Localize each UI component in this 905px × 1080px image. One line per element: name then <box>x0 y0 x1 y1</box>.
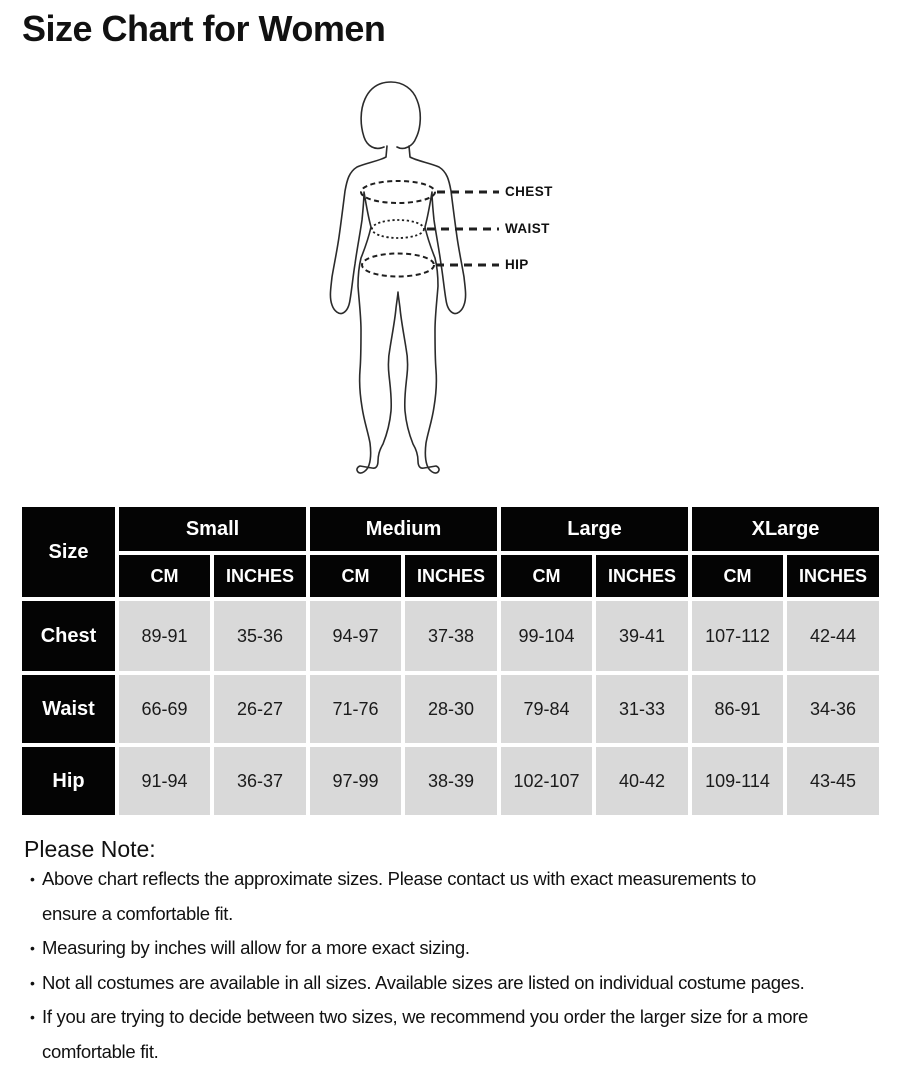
measurement-cell: 28-30 <box>405 675 497 743</box>
unit-header-large-inches: INCHES <box>596 555 688 597</box>
measurement-cell: 36-37 <box>214 747 306 815</box>
waist-measure-ellipse <box>372 220 424 238</box>
measurement-cell: 91-94 <box>119 747 210 815</box>
chest-measure-ellipse <box>361 181 435 203</box>
hip-label: HIP <box>505 257 529 272</box>
unit-header-xlarge-cm: CM <box>692 555 783 597</box>
bullet-icon: • <box>30 1009 35 1025</box>
measurement-cell: 102-107 <box>501 747 592 815</box>
note-text: Above chart reflects the approximate sizes. Please contact us with exact measurements to <box>42 868 756 889</box>
note-text: Not all costumes are available in all sizes. Available sizes are listed on individual costume pages. <box>42 971 805 993</box>
size-header-small: Small <box>119 507 306 551</box>
measurement-cell: 39-41 <box>596 601 688 671</box>
unit-header-xlarge-inches: INCHES <box>787 555 879 597</box>
figure-body-outline <box>330 146 465 473</box>
note-text: If you are trying to decide between two sizes, we recommend you order the larger size for a more <box>42 1006 809 1027</box>
measurement-cell: 97-99 <box>310 747 401 815</box>
unit-header-small-inches: INCHES <box>214 555 306 597</box>
table-row <box>22 601 879 671</box>
row-header-hip: Hip <box>22 747 115 815</box>
unit-header-medium-inches: INCHES <box>405 555 497 597</box>
measurement-cell: 31-33 <box>596 675 688 743</box>
body-figure-illustration <box>300 80 600 480</box>
notes-heading: Please Note: <box>24 836 156 862</box>
figure-head <box>361 82 420 148</box>
note-text: Measuring by inches will allow for a more exact sizing. <box>42 937 470 958</box>
size-header-medium: Medium <box>310 507 497 551</box>
list-item <box>30 862 900 897</box>
unit-header-small-cm: CM <box>119 555 210 597</box>
bullet-icon: • <box>30 974 35 991</box>
size-chart-table <box>18 503 883 819</box>
measurement-cell: 109-114 <box>692 747 783 815</box>
row-header-chest: Chest <box>22 601 115 671</box>
list-item <box>30 966 900 1001</box>
measurement-cell: 86-91 <box>692 675 783 743</box>
table-row <box>22 675 879 743</box>
bullet-icon: • <box>30 940 35 956</box>
page-title: Size Chart for Women <box>22 8 386 49</box>
list-item <box>30 1000 900 1035</box>
size-header-large: Large <box>501 507 688 551</box>
bullet-icon: • <box>30 871 35 887</box>
measurement-cell: 89-91 <box>119 601 210 671</box>
row-header-waist: Waist <box>22 675 115 743</box>
measurement-cell: 40-42 <box>596 747 688 815</box>
measurement-cell: 35-36 <box>214 601 306 671</box>
measurement-cell: 42-44 <box>787 601 879 671</box>
measurement-cell: 34-36 <box>787 675 879 743</box>
measurement-cell: 79-84 <box>501 675 592 743</box>
measurement-cell: 107-112 <box>692 601 783 671</box>
measurement-cell: 43-45 <box>787 747 879 815</box>
note-text-continued: ensure a comfortable fit. <box>42 902 233 924</box>
measurement-cell: 66-69 <box>119 675 210 743</box>
measurement-cell: 37-38 <box>405 601 497 671</box>
chest-label: CHEST <box>505 184 553 199</box>
size-header-xlarge: XLarge <box>692 507 879 551</box>
size-corner-header: Size <box>22 507 115 597</box>
unit-header-large-cm: CM <box>501 555 592 597</box>
hip-measure-ellipse <box>362 254 434 277</box>
measurement-cell: 99-104 <box>501 601 592 671</box>
measurement-figure <box>300 80 630 480</box>
list-item <box>30 931 900 966</box>
measurement-cell: 94-97 <box>310 601 401 671</box>
table-row <box>22 747 879 815</box>
note-text-continued: comfortable fit. <box>42 1040 159 1062</box>
unit-header-medium-cm: CM <box>310 555 401 597</box>
notes-list <box>30 862 900 1069</box>
waist-label: WAIST <box>505 221 550 236</box>
measurement-cell: 26-27 <box>214 675 306 743</box>
measurement-cell: 38-39 <box>405 747 497 815</box>
measurement-cell: 71-76 <box>310 675 401 743</box>
